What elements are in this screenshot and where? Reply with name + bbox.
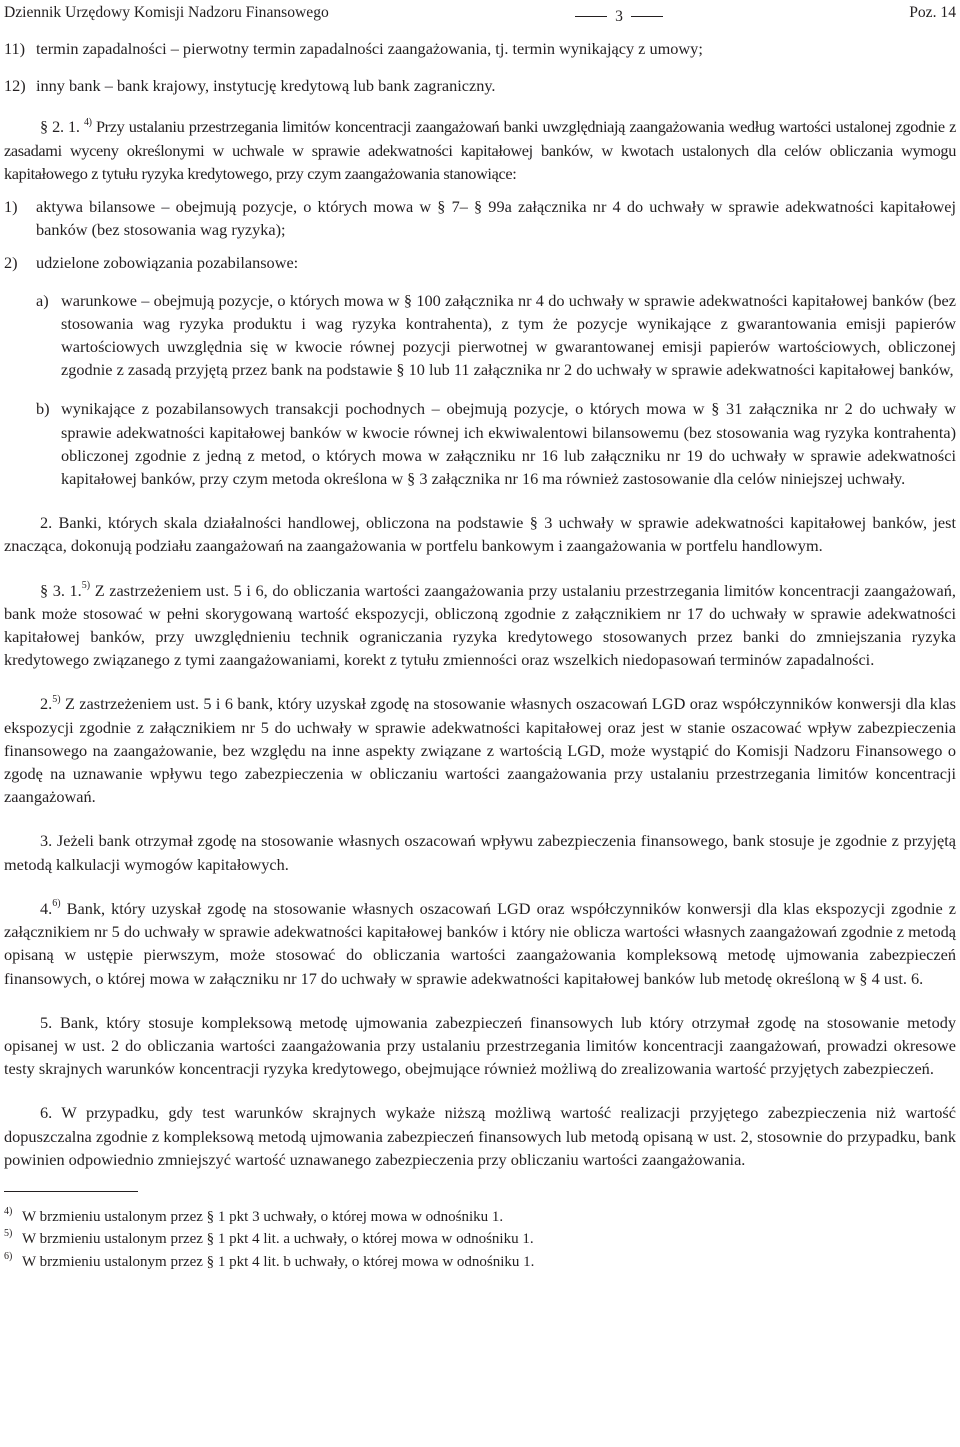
page-number-dash-left <box>575 16 607 17</box>
definition-12 <box>4 74 956 97</box>
section-2-item-2 <box>4 251 956 274</box>
item-2a-text: warunkowe – obejmują pozycje, o których mowa w § 100 załącznika nr 4 do uchwały w sprawie adekwatności kapitałowej banków (bez stosowania wag ryzyka produktu i wag ryzyka kontrahenta), z tym że pozycje wynikające z gwarantowania emisji papierów wartościowych uwzględnia się w kwocie równej pozycji pierwotnej w gwarantowanej emisji papierów wartościowych, obliczonej zgodnie z zasadą przyjętą przez bank na podstawie § 10 lub 11 załącznika nr 2 do uchwały w sprawie adekwatności kapitałowej banków, <box>61 290 956 380</box>
item-2-label: 2) <box>4 253 18 273</box>
page-header <box>4 1 956 23</box>
section-2-item-2a <box>4 289 956 382</box>
section-2-lead: § 2. 1. <box>40 117 80 137</box>
item-2a-label: a) <box>36 290 49 310</box>
page-number-dash-right <box>631 16 663 17</box>
footnote-5-text: W brzmieniu ustalonym przez § 1 pkt 4 lit. a uchwały, o której mowa w odnośniku 1. <box>22 1231 534 1248</box>
section-3-paragraph-6: 6. W przypadku, gdy test warunków skrajnych wykaże niższą możliwą wartość realizacji przyjętego zabezpieczenia niż wartość dopuszczalna zgodnie z kompleksową metodą ujmowania zabezpieczeń finansowych lub metodą opisaną w ust. 2, stosownie do przypadku, bank powinien odpowiednio zmniejszyć wartość uznawanego zabezpieczenia przy obliczaniu wartości zaangażowania. <box>4 1103 956 1169</box>
section-3-paragraph-4 <box>4 897 956 990</box>
section-2-paragraph-2: 2. Banki, których skala działalności handlowej, obliczona na podstawie § 3 uchwały w sprawie adekwatności kapitałowej banków, jest znacząca, dokonują podziału zaangażowań na zaangażowania w portfelu bankowym i zaangażowania w portfelu handlowym. <box>4 513 956 556</box>
journal-title: Dziennik Urzędowy Komisji Nadzoru Finansowego <box>4 4 329 21</box>
definition-11 <box>4 37 956 60</box>
definition-12-text: inny bank – bank krajowy, instytucję kredytową lub bank zagraniczny. <box>36 76 496 96</box>
section-3-text-4: Bank, który uzyskał zgodę na stosowanie własnych oszacowań LGD oraz współczynników konwersji dla klas ekspozycji zgodnie z załącznikiem nr 5 do uchwały w sprawie adekwatności kapitałowej banków i który nie oblicza wartości własnych zaangażowań zgodnie z metodą opisaną w ustępie pierwszym, może stosować do obliczania wartości zaangażowania kompleksową metodę ujmowania zabezpieczeń finansowych, o której mowa w załączniku nr 17 do uchwały w sprawie adekwatności kapitałowej banków lub metodę określoną w § 4 ust. 6. <box>4 898 957 988</box>
section-3-paragraph-1 <box>4 579 956 672</box>
footnotes <box>4 1206 956 1274</box>
section-2-item-2b <box>4 397 956 490</box>
footnote-6 <box>4 1251 956 1274</box>
footnote-4-mark: 4) <box>4 1205 13 1217</box>
section-3-paragraph-5: 5. Bank, który stosuje kompleksową metodę ujmowania zabezpieczeń finansowych lub który otrzymał zgodę na stosowanie metody opisanej w ust. 2 do obliczania wartości zaangażowania przy ustalaniu przestrzegania limitów koncentracji zaangażowań, prowadzi okresowe testy skrajnych warunków koncentracji ryzyka kredytowego, obejmujące również możliwą do zrealizowania wartość przyjętych zabezpieczeń. <box>4 1012 956 1079</box>
footnote-4-text: W brzmieniu ustalonym przez § 1 pkt 3 uchwały, o której mowa w odnośniku 1. <box>22 1208 504 1225</box>
page-number-value: 3 <box>615 7 623 25</box>
footnote-5-mark: 5) <box>4 1228 13 1240</box>
footnote-6-mark: 6) <box>4 1250 13 1262</box>
footnote-5 <box>4 1228 956 1251</box>
section-3-paragraph-2 <box>4 692 956 808</box>
position-number: Poz. 14 <box>909 4 956 21</box>
section-3-lead-4: 4. <box>40 898 53 918</box>
footnote-ref-5a: 5) <box>81 580 91 592</box>
definition-11-text: termin zapadalności – pierwotny termin zapadalności zaangażowania, tj. termin wynikający z umowy; <box>36 39 703 58</box>
section-2-paragraph-1 <box>4 115 956 185</box>
document-page <box>4 0 956 1273</box>
definition-12-label: 12) <box>4 76 26 96</box>
section-2-item-1 <box>4 195 956 241</box>
item-2b-label: b) <box>36 399 50 419</box>
page-number <box>575 5 663 28</box>
footnote-ref-6: 6) <box>52 898 61 910</box>
footnote-separator <box>4 1191 138 1192</box>
section-3-lead: § 3. 1. <box>40 580 82 600</box>
item-1-label: 1) <box>4 197 18 217</box>
footnote-4 <box>4 1206 956 1229</box>
item-2-text: udzielone zobowiązania pozabilansowe: <box>36 253 299 273</box>
footnote-ref-5b: 5) <box>52 694 61 706</box>
footnote-ref-4: 4) <box>83 116 92 128</box>
section-3-paragraph-3: 3. Jeżeli bank otrzymał zgodę na stosowanie własnych oszacowań wpływu zabezpieczenia finansowego, bank stosuje je zgodnie z przyjętą metodą kalkulacji wymogów kapitałowych. <box>4 831 956 874</box>
section-3-text-2: Z zastrzeżeniem ust. 5 i 6 bank, który uzyskał zgodę na stosowanie własnych oszacowań LGD oraz współczynników konwersji dla klas ekspozycji zgodnie z załącznikiem nr 5 do uchwały w sprawie adekwatności kapitałowej oraz jest w stanie oszacować wpływ zabezpieczenia finansowego na zaangażowanie, bez względu na inne aspekty związane z wartością LGD, może wystąpić do Komisji Nadzoru Finansowego o zgodę na uznawanie wpływu tego zabezpieczenia w obliczaniu wartości zaangażowania przy ustalaniu przestrzegania limitów koncentracji zaangażowań. <box>4 694 956 807</box>
section-3-text-1: Z zastrzeżeniem ust. 5 i 6, do obliczania wartości zaangażowania przy ustalaniu przestrzegania limitów koncentracji zaangażowań, bank może stosować w pełni skorygowaną wartość ekspozycji, obliczoną zgodnie z załącznikiem nr 17 do uchwały w sprawie adekwatności kapitałowej banków, przy uwzględnieniu technik ograniczania ryzyka kredytowego stosowanych przez banki do zmniejszania ryzyka kredytowego związanego z tymi zaangażowaniami, korekt z tytułu zmienności oraz wszelkich niedopasowań terminów zapadalności. <box>4 580 956 670</box>
item-2b-text: wynikające z pozabilansowych transakcji pochodnych – obejmują pozycje, o których mowa w § 31 załącznika nr 2 do uchwały w sprawie adekwatności kapitałowej banków w kwocie równej ich ekwiwalentowi bilansowemu (bez stosowania wag ryzyka kontrahenta) obliczonej zgodnie z jedną z metod, o których mowa w załączniku nr 16 lub załączniku nr 19 do uchwały w sprawie adekwatności kapitałowej banków, przy czym metoda określona w § 3 załącznika nr 16 ma również zastosowanie dla celów niniejszej uchwały. <box>61 399 956 489</box>
section-3-lead-2: 2. <box>40 694 53 714</box>
item-1-text: aktywa bilansowe – obejmują pozycje, o których mowa w § 7– § 99a załącznika nr 4 do uchwały w sprawie adekwatności kapitałowej banków (bez stosowania wag ryzyka); <box>36 197 956 240</box>
definition-11-label: 11) <box>4 39 26 58</box>
section-2-text: Przy ustalaniu przestrzegania limitów koncentracji zaangażowań banki uwzględniają zaangażowania według wartości ustalonej zgodnie z zasadami wyceny określonymi w uchwale w sprawie adekwatności kapitałowej banków, w kwotach ustalonych dla celów obliczania wymogu kapitałowego z tytułu ryzyka kredytowego, przy czym zaangażowania stanowiące: <box>4 117 956 183</box>
footnote-6-text: W brzmieniu ustalonym przez § 1 pkt 4 lit. b uchwały, o której mowa w odnośniku 1. <box>22 1253 535 1270</box>
